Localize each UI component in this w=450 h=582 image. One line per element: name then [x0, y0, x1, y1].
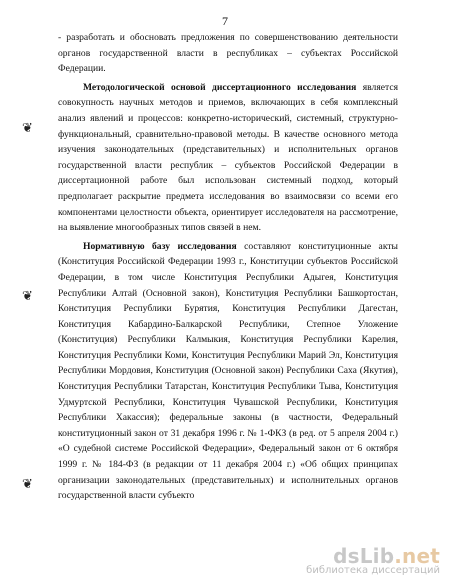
page-number: 7: [222, 14, 228, 28]
watermark-logo-main: dsLib: [333, 544, 395, 568]
paragraph-text: является совокупность научных методов и приемов, включающих в себя комплексный анализ явлений и процессов: конкретно-исторический, системный, структурно-функциональный, сравнительно-правовой методы. В качестве основного метода изучения законодательных (представительных) и исполнительных органов государственной власти республик – субъектов Российской Федерации в диссертационной работе был использован системный подход, который предполагает раскрытие предмета исследования во взаимосвязи со всеми его компонентами целостности объекта, ориентирует исследователя на рассмотрение, на выявление многообразных типов связей в нем.: [58, 81, 398, 234]
watermark-caption: библиотека диссертаций: [306, 565, 440, 576]
paragraph-text: составляют конституционные акты (Конституция Российской Федерации 1993 г., Конституции субъектов Российской Федерации, в том числе Конституция Республики Адыгея, Конституция Республики Алтай (Основной закон), Конституция Республики Башкортостан, Конституция Республики Бурятия, Конституция Республики Дагестан, Конституция Кабардино-Балкарской Республики, Степное Уложение (Конституция) Республики Калмыкия, Конституция Республики Карелия, Конституция Республики Коми, Конституция Республики Марий Эл, Конституция Республики Мордовия, Конституция (Основной закон) Республики Саха (Якутия), Конституция Республики Татарстан, Конституция Республики Тыва, Конституция Удмуртской Республики, Конституция Чувашской Республики, Конституция Республики Хакассия); федеральные законы (в частности, Федеральный конституционный закон от 31 декабря 1996 г. № 1-ФКЗ (в ред. от 5 апреля 2004 г.) «О судебной системе Российской Федерации», Федеральный закон от 6 октября 1999 г. № 184-ФЗ (в редакции от 11 декабря 2004 г.) «Об общих принципах организации законодательных (представительных) и исполнительных органов государственной власти субъекто: [58, 240, 398, 502]
paragraph-lead: Методологической основой диссертационного исследования: [83, 81, 357, 93]
margin-mark-icon: ❦: [22, 120, 33, 135]
margin-mark-icon: ❦: [22, 476, 33, 491]
margin-mark-icon: ❦: [22, 288, 33, 303]
paragraph-text: - разработать и обосновать предложения по совершенствованию деятельности органов государственной власти в республиках – субъектах Российской Федерации.: [58, 32, 398, 75]
paragraph-lead: Нормативную базу исследования: [83, 240, 237, 252]
paragraph: [58, 239, 398, 504]
watermark: [306, 544, 440, 576]
paragraph: [58, 30, 398, 77]
document-body: [58, 30, 398, 504]
paragraph: [58, 80, 398, 236]
watermark-logo-tld: .net: [394, 544, 440, 568]
